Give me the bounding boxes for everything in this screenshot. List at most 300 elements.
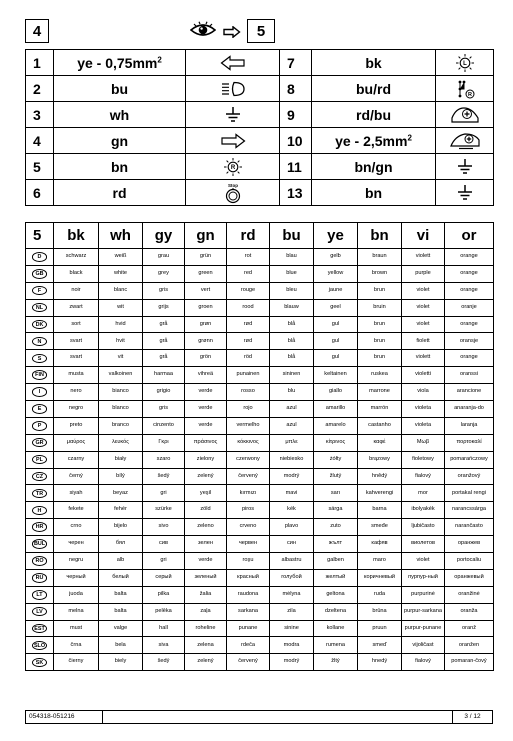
color-name-cell: mor (402, 485, 445, 502)
ground-icon (436, 158, 493, 176)
color-name-cell: hvit (99, 333, 143, 350)
color-name-cell: anaranja-do (445, 401, 494, 418)
color-name-cell: gris (143, 282, 185, 299)
country-code-badge: NL (32, 303, 47, 313)
color-name-cell: оранжев (445, 536, 494, 553)
color-name-cell: marrón (358, 401, 402, 418)
color-name-cell: син (270, 536, 314, 553)
country-code-badge: CZ (32, 472, 47, 482)
language-row (26, 519, 494, 536)
language-row (26, 367, 494, 384)
color-name-cell: negro (54, 401, 99, 418)
color-name-cell: melna (54, 603, 99, 620)
color-name-cell: narancssárga (445, 502, 494, 519)
color-name-cell: brązowy (358, 451, 402, 468)
pin-function-icon-cell (436, 76, 494, 102)
trailer-plus-icon (436, 105, 493, 125)
language-row (26, 265, 494, 282)
color-name-cell: hvid (99, 316, 143, 333)
country-code-cell (26, 502, 54, 519)
country-code-badge: SLO (33, 642, 46, 649)
language-row (26, 553, 494, 570)
wire-code-text: ye - 0,75mm (77, 54, 158, 71)
pin-row (26, 154, 494, 180)
color-name-cell: roheline (185, 620, 227, 637)
color-name-cell: modra (270, 637, 314, 654)
color-name-cell: hnedý (358, 654, 402, 671)
country-code-badge: TR (32, 489, 47, 499)
color-name-cell: crveno (227, 519, 270, 536)
color-name-cell: violett (402, 249, 445, 266)
country-code-cell (26, 350, 54, 367)
color-name-cell: жълт (314, 536, 358, 553)
color-name-cell: черный (54, 569, 99, 586)
pin-wire-code (312, 50, 436, 76)
wire-code-text: bu/rd (356, 80, 391, 97)
color-name-cell: grijs (143, 299, 185, 316)
color-name-cell: giallo (314, 384, 358, 401)
brake-light-icon (186, 182, 279, 204)
color-name-cell: gul (314, 316, 358, 333)
color-name-cell: must (54, 620, 99, 637)
color-code-header: rd (227, 223, 270, 249)
color-name-cell: orange (445, 282, 494, 299)
pin-wire-code (54, 102, 186, 128)
color-name-cell: šedý (143, 654, 185, 671)
color-name-cell: orange (445, 249, 494, 266)
color-name-cell: keltainen (314, 367, 358, 384)
pin-function-icon-cell (186, 76, 280, 102)
wire-size-superscript: 2 (407, 132, 412, 142)
color-name-cell: černý (54, 468, 99, 485)
language-row (26, 654, 494, 671)
doc-number: 054318-051216 (29, 713, 75, 720)
color-name-cell: Γκρι (143, 434, 185, 451)
color-name-cell: mėlyna (270, 586, 314, 603)
color-name-cell: gris (143, 401, 185, 418)
country-code-cell (26, 451, 54, 468)
language-row (26, 451, 494, 468)
color-name-cell: žalia (185, 586, 227, 603)
color-name-cell: viola (402, 384, 445, 401)
pin-row (26, 76, 494, 102)
wire-code-text: bn (364, 184, 383, 201)
color-name-cell: galben (314, 553, 358, 570)
color-name-cell: narančasto (445, 519, 494, 536)
pin-wire-code (312, 154, 436, 180)
language-row (26, 417, 494, 434)
pin-function-icon-cell (436, 128, 494, 154)
color-name-cell: brun (358, 333, 402, 350)
color-name-cell: violetti (402, 367, 445, 384)
color-name-cell: szaro (143, 451, 185, 468)
color-code-header: bk (54, 223, 99, 249)
color-name-cell: grün (185, 249, 227, 266)
color-name-cell: zöld (185, 502, 227, 519)
color-name-cell: hall (143, 620, 185, 637)
color-name-cell: violeta (402, 417, 445, 434)
color-name-cell: sivo (143, 519, 185, 536)
language-row (26, 350, 494, 367)
color-name-cell: brun (358, 350, 402, 367)
pin-wire-code (54, 76, 186, 102)
color-name-cell: biały (99, 451, 143, 468)
color-name-cell: oranža (445, 603, 494, 620)
color-name-cell: sort (54, 316, 99, 333)
color-name-cell: pilka (143, 586, 185, 603)
connector-4-number: 4 (32, 22, 42, 40)
pin-function-icon-cell (186, 102, 280, 128)
pin-number: 4 (26, 128, 54, 154)
wire-code-text: ye - 2,5mm (335, 132, 408, 149)
pin-function-icon-cell (186, 128, 280, 154)
pin-number: 5 (26, 154, 54, 180)
color-name-cell: geltona (314, 586, 358, 603)
country-code-cell (26, 654, 54, 671)
color-name-cell: μπλε (270, 434, 314, 451)
side-light-icon (186, 157, 279, 177)
color-name-cell: pomaran-čový (445, 654, 494, 671)
color-name-cell: μαύρος (54, 434, 99, 451)
color-name-cell: сив (143, 536, 185, 553)
color-name-cell: valkoinen (99, 367, 143, 384)
language-row (26, 333, 494, 350)
color-name-cell: purple (402, 265, 445, 282)
doc-number-box (25, 710, 103, 724)
color-name-cell: negru (54, 553, 99, 570)
country-code-badge: GB (32, 269, 47, 279)
color-name-cell: bela (99, 637, 143, 654)
color-name-cell: bleu (270, 282, 314, 299)
color-name-cell: kék (270, 502, 314, 519)
pin-row (26, 102, 494, 128)
color-name-cell: nero (54, 384, 99, 401)
country-code-cell (26, 468, 54, 485)
country-code-badge: H (32, 506, 47, 516)
color-name-cell: fialový (402, 468, 445, 485)
color-name-cell: vit (99, 350, 143, 367)
pin-number: 2 (26, 76, 54, 102)
ground-icon (186, 106, 279, 124)
color-name-cell: rød (227, 333, 270, 350)
country-code-badge: P (32, 421, 47, 431)
color-name-cell: violet (402, 553, 445, 570)
language-row (26, 384, 494, 401)
color-name-cell: vert (185, 282, 227, 299)
color-name-cell: portakal rengi (445, 485, 494, 502)
color-name-cell: rød (227, 316, 270, 333)
color-name-cell: žlutý (314, 468, 358, 485)
color-name-cell: grey (143, 265, 185, 282)
color-name-cell: blå (270, 350, 314, 367)
color-name-cell: white (99, 265, 143, 282)
pin-row (26, 180, 494, 206)
pin-function-icon-cell (436, 102, 494, 128)
color-name-cell: bijelo (99, 519, 143, 536)
color-name-cell: fioletowy (402, 451, 445, 468)
color-name-cell: sininen (270, 367, 314, 384)
color-name-cell: maro (358, 553, 402, 570)
color-name-cell: balta (99, 586, 143, 603)
color-name-cell: oranžen (445, 637, 494, 654)
color-name-cell: purpur-sarkana (402, 603, 445, 620)
color-name-cell: zelený (185, 468, 227, 485)
color-name-cell: голубой (270, 569, 314, 586)
wire-code-text: bn/gn (354, 158, 393, 175)
color-name-cell: кафяв (358, 536, 402, 553)
page-number-box (452, 710, 493, 724)
color-name-cell: zaļa (185, 603, 227, 620)
color-code-header: bn (358, 223, 402, 249)
pin-assignment-table (25, 49, 494, 206)
color-name-cell: mavi (270, 485, 314, 502)
color-name-cell: oranžinė (445, 586, 494, 603)
color-name-cell: pruun (358, 620, 402, 637)
wire-code-text: rd/bu (356, 106, 391, 123)
country-code-badge: GR (32, 438, 47, 448)
language-row (26, 569, 494, 586)
color-name-cell: črna (54, 637, 99, 654)
color-name-cell: ibolyakék (402, 502, 445, 519)
color-name-cell: zwart (54, 299, 99, 316)
country-code-cell (26, 384, 54, 401)
color-name-cell: gri (143, 553, 185, 570)
color-name-cell: pomarańczowy (445, 451, 494, 468)
color-name-cell: amarillo (314, 401, 358, 418)
wire-code-text: bn (110, 158, 129, 175)
country-code-cell (26, 536, 54, 553)
color-name-cell: bruin (358, 299, 402, 316)
color-name-cell: sinine (270, 620, 314, 637)
country-code-badge: RO (32, 556, 47, 566)
connector-5-number: 5 (256, 22, 266, 40)
ground-icon (436, 184, 493, 202)
country-code-badge: D (32, 252, 47, 262)
color-name-cell: Μωβ (402, 434, 445, 451)
color-name-cell: yellow (314, 265, 358, 282)
pin-row (26, 50, 494, 76)
color-name-cell: roşu (227, 553, 270, 570)
color-name-cell: verde (185, 417, 227, 434)
color-name-cell: grå (143, 350, 185, 367)
language-row (26, 434, 494, 451)
language-row (26, 603, 494, 620)
color-name-cell: röd (227, 350, 270, 367)
color-name-cell: červený (227, 468, 270, 485)
color-code-header: or (445, 223, 494, 249)
color-name-cell: niebiesko (270, 451, 314, 468)
color-name-cell: czarny (54, 451, 99, 468)
color-name-cell: orange (445, 316, 494, 333)
color-name-cell: branco (99, 417, 143, 434)
language-row (26, 536, 494, 553)
color-name-cell: виолетов (402, 536, 445, 553)
color-name-cell: žltý (314, 654, 358, 671)
color-name-cell: balta (99, 603, 143, 620)
pin-number: 6 (26, 180, 54, 206)
pin-function-icon-cell (436, 50, 494, 76)
arrow-right-icon (223, 25, 241, 43)
country-code-badge: HR (32, 522, 47, 532)
color-name-cell: harmaa (143, 367, 185, 384)
color-name-cell: czerwony (227, 451, 270, 468)
pin-number: 8 (280, 76, 312, 102)
color-name-cell: blå (270, 333, 314, 350)
color-name-cell: brun (358, 282, 402, 299)
color-code-table (25, 222, 494, 671)
color-name-cell: καφέ (358, 434, 402, 451)
color-name-cell: rot (227, 249, 270, 266)
color-name-cell: geel (314, 299, 358, 316)
svg-text:R: R (230, 164, 235, 171)
pin-function-icon-cell (436, 180, 494, 206)
color-name-cell: πράσινος (185, 434, 227, 451)
color-name-cell: blau (270, 249, 314, 266)
pin-number: 10 (280, 128, 312, 154)
color-name-cell: oranje (445, 299, 494, 316)
arrow-left-outline-icon (186, 55, 279, 71)
color-name-cell: weiß (99, 249, 143, 266)
pin-function-icon-cell (436, 154, 494, 180)
color-name-cell: modrý (270, 468, 314, 485)
color-name-cell: sárga (314, 502, 358, 519)
color-name-cell: smeđe (358, 519, 402, 536)
color-name-cell: vermelho (227, 417, 270, 434)
color-name-cell: zila (270, 603, 314, 620)
country-code-cell (26, 603, 54, 620)
color-name-cell: marrone (358, 384, 402, 401)
country-code-badge: N (32, 337, 47, 347)
color-header-row (26, 223, 494, 249)
color-name-cell: оранжевый (445, 569, 494, 586)
color-name-cell: purpur-punane (402, 620, 445, 637)
color-name-cell: vihreä (185, 367, 227, 384)
color-code-header: ye (314, 223, 358, 249)
color-name-cell: червен (227, 536, 270, 553)
wire-size-superscript: 2 (157, 54, 162, 64)
color-name-cell: verde (185, 384, 227, 401)
color-name-cell: blanc (99, 282, 143, 299)
color-name-cell: piros (227, 502, 270, 519)
color-name-cell: blue (270, 265, 314, 282)
color-name-cell: rosso (227, 384, 270, 401)
color-name-cell: blauw (270, 299, 314, 316)
color-name-cell: oranžový (445, 468, 494, 485)
color-name-cell: vijoličast (402, 637, 445, 654)
color-name-cell: красный (227, 569, 270, 586)
country-code-badge: LT (32, 590, 47, 600)
color-name-cell: amarelo (314, 417, 358, 434)
color-name-cell: zeleno (185, 519, 227, 536)
color-name-cell: čierny (54, 654, 99, 671)
wire-code-text: bu (110, 80, 129, 97)
pin-wire-code (312, 102, 436, 128)
color-name-cell: brun (358, 316, 402, 333)
reverse-light-icon (436, 79, 493, 99)
color-name-cell: musta (54, 367, 99, 384)
color-name-cell: rojo (227, 401, 270, 418)
language-row (26, 502, 494, 519)
color-name-cell: laranja (445, 417, 494, 434)
country-code-badge: LV (32, 607, 47, 617)
color-name-cell: black (54, 265, 99, 282)
color-name-cell: jaune (314, 282, 358, 299)
color-name-cell: raudona (227, 586, 270, 603)
color-name-cell: grøn (185, 316, 227, 333)
pin-row (26, 128, 494, 154)
country-code-cell (26, 333, 54, 350)
country-code-cell (26, 299, 54, 316)
color-name-cell: orange (445, 265, 494, 282)
pin-wire-code (54, 128, 186, 154)
color-name-cell: зелен (185, 536, 227, 553)
language-row (26, 316, 494, 333)
color-name-cell: zuto (314, 519, 358, 536)
color-name-cell: punane (227, 620, 270, 637)
color-name-cell: violett (402, 350, 445, 367)
caravan-plus-icon (436, 131, 493, 151)
color-name-cell: zelena (185, 637, 227, 654)
color-name-cell: biely (99, 654, 143, 671)
color-name-cell: пурпур-ный (402, 569, 445, 586)
color-name-cell: rumena (314, 637, 358, 654)
color-name-cell: rood (227, 299, 270, 316)
country-code-badge: PL (32, 455, 47, 465)
color-name-cell: ljubičasto (402, 519, 445, 536)
country-code-badge: SK (32, 658, 47, 668)
color-name-cell: ruskea (358, 367, 402, 384)
color-name-cell: arancione (445, 384, 494, 401)
color-name-cell: черен (54, 536, 99, 553)
country-code-cell (26, 569, 54, 586)
color-name-cell: bianco (99, 384, 143, 401)
color-name-cell: red (227, 265, 270, 282)
footer-blank-box (102, 710, 453, 724)
pin-wire-code (54, 180, 186, 206)
left-light-icon (436, 53, 493, 73)
pin-function-icon-cell (186, 50, 280, 76)
color-name-cell: juoda (54, 586, 99, 603)
color-name-cell: oranssi (445, 367, 494, 384)
color-name-cell: blu (270, 384, 314, 401)
language-row (26, 637, 494, 654)
country-code-cell (26, 519, 54, 536)
color-name-cell: barna (358, 502, 402, 519)
color-code-header: bu (270, 223, 314, 249)
color-name-cell: oranž (445, 620, 494, 637)
color-code-header: gy (143, 223, 185, 249)
color-name-cell: hnědý (358, 468, 402, 485)
wire-code-text: gn (110, 132, 129, 149)
color-name-cell: orange (445, 350, 494, 367)
color-name-cell: violet (402, 299, 445, 316)
color-name-cell: punainen (227, 367, 270, 384)
color-name-cell: plavo (270, 519, 314, 536)
color-name-cell: kahverengi (358, 485, 402, 502)
color-name-cell: зеленый (185, 569, 227, 586)
color-name-cell: fehér (99, 502, 143, 519)
color-name-cell: svart (54, 333, 99, 350)
color-name-cell: purpurinė (402, 586, 445, 603)
country-code-badge: BUL (33, 541, 46, 548)
color-name-cell: fiolett (402, 333, 445, 350)
color-name-cell: желтый (314, 569, 358, 586)
color-name-cell: siva (143, 637, 185, 654)
svg-text:L: L (462, 60, 467, 67)
color-name-cell: schwarz (54, 249, 99, 266)
color-name-cell: коричневый (358, 569, 402, 586)
color-name-cell: green (185, 265, 227, 282)
